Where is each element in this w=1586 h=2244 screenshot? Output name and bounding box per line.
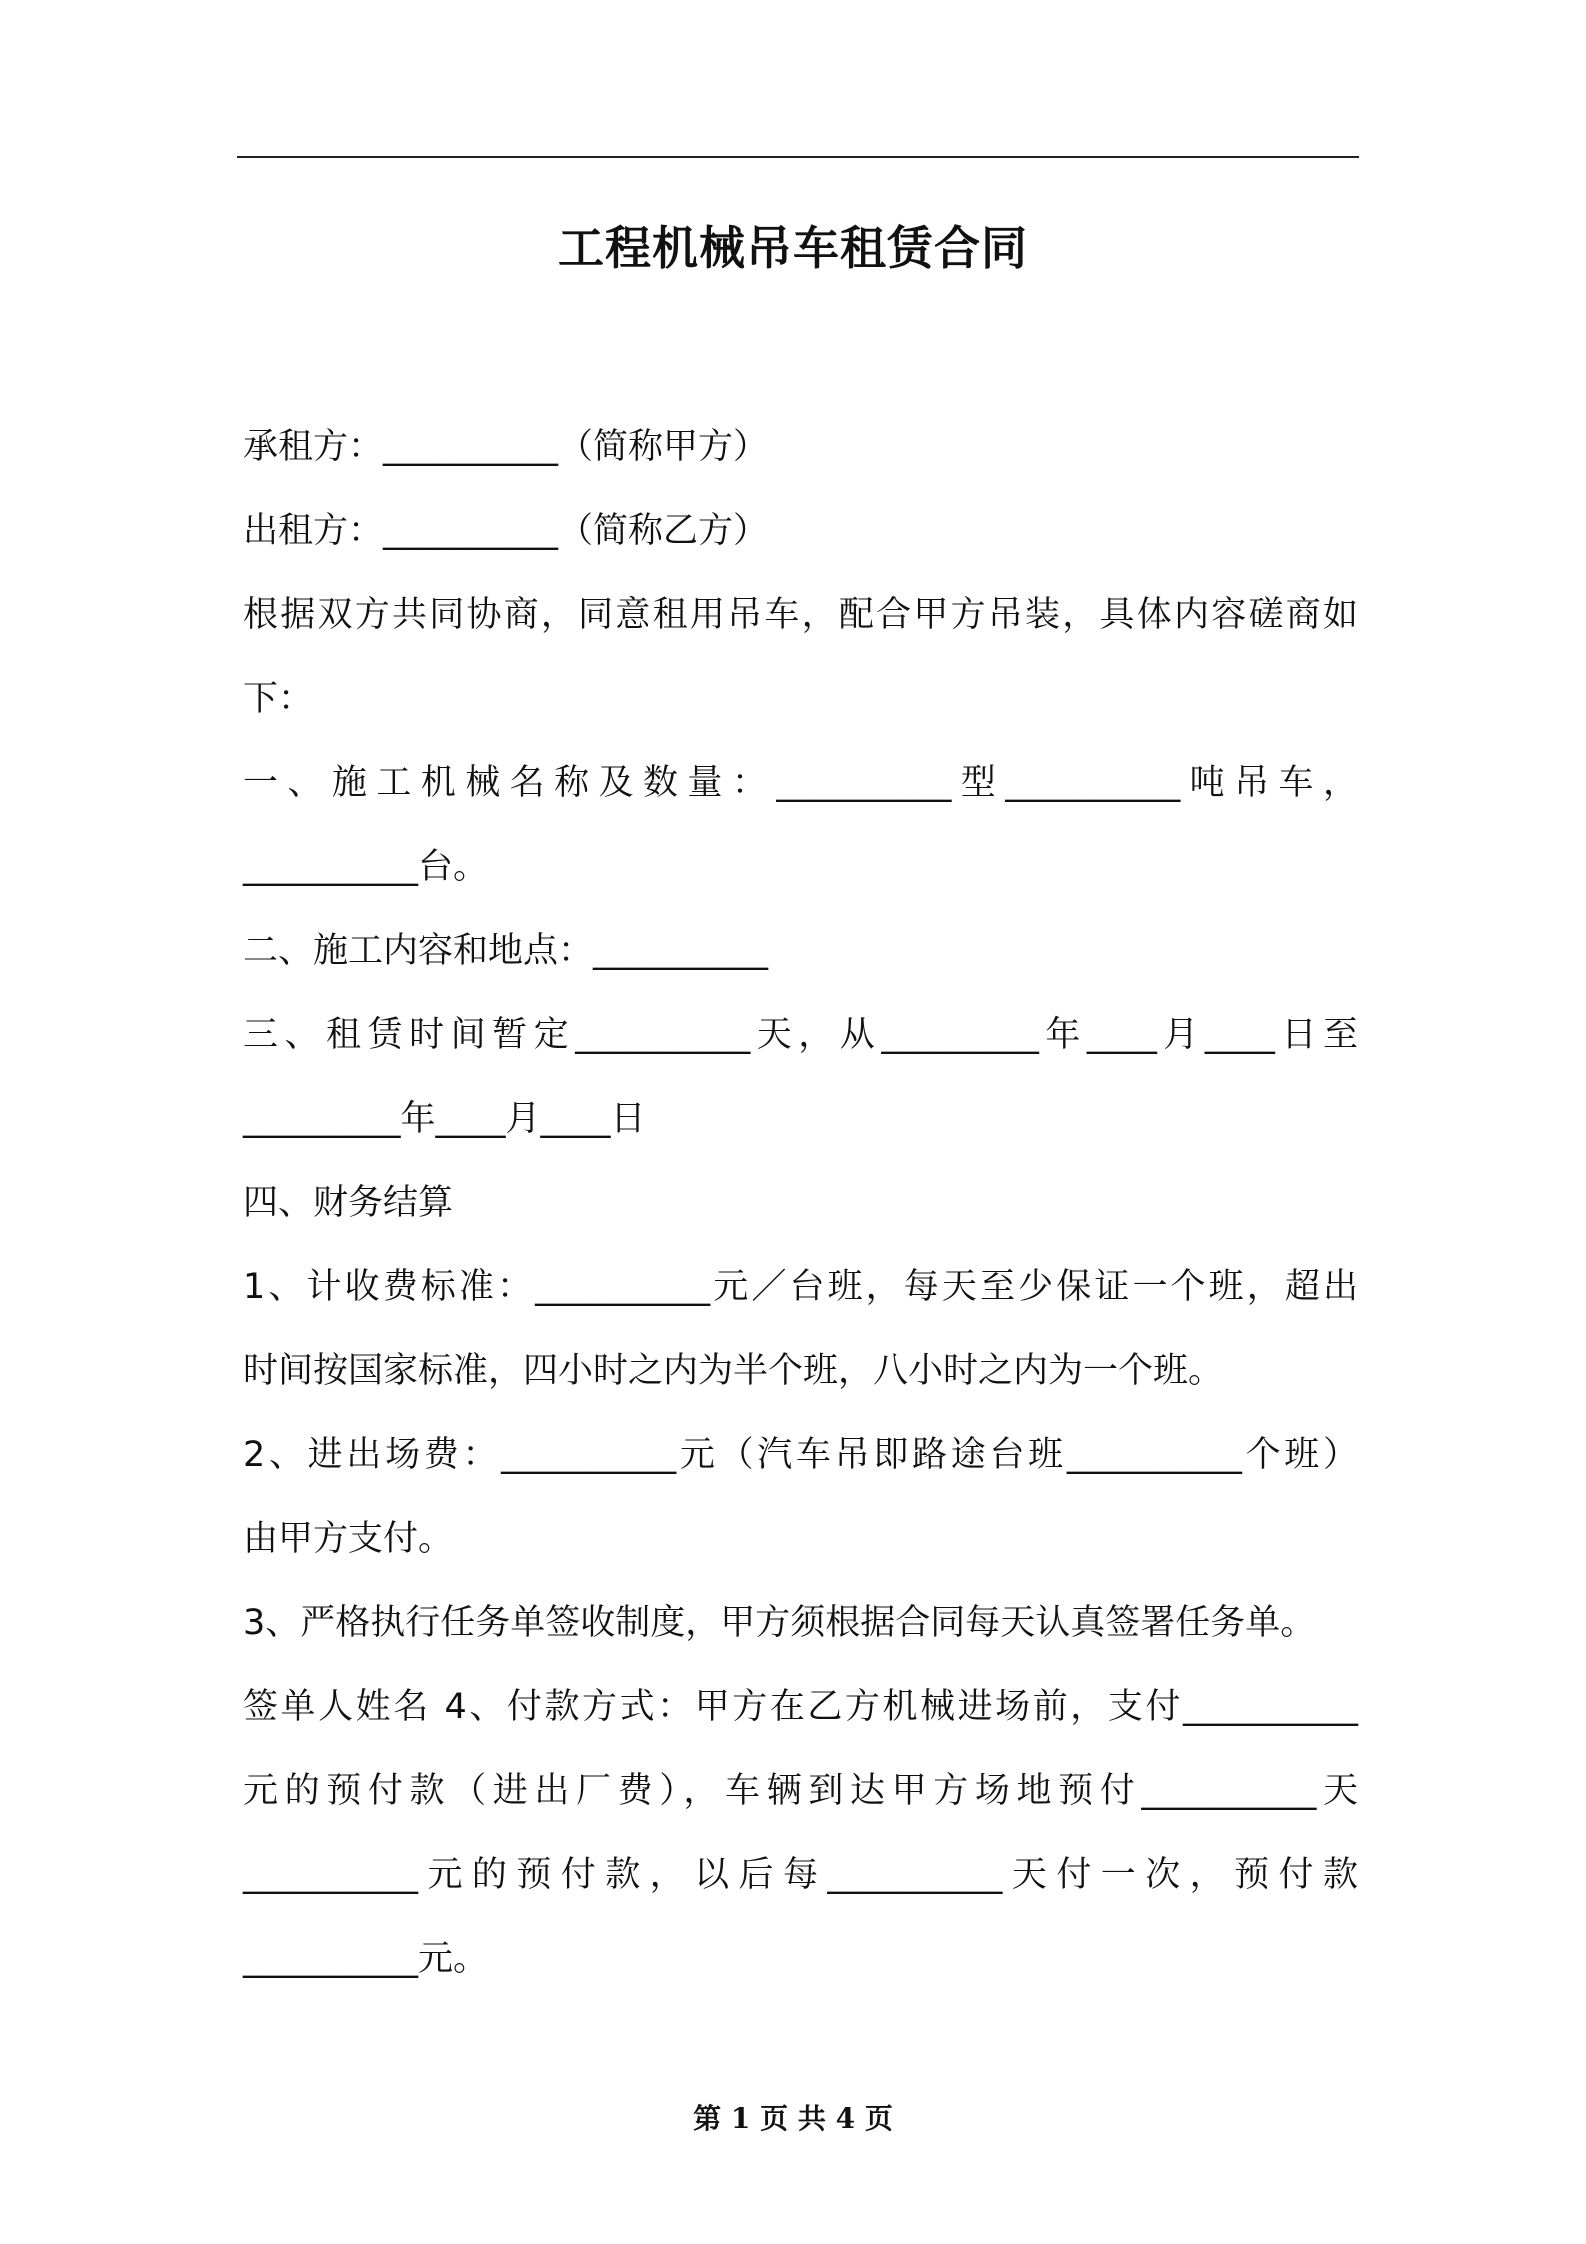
clause-4-item-4-line: __________元的预付款，以后每__________天付一次，预付款	[243, 1855, 1358, 1895]
header-rule	[237, 156, 1359, 158]
clause-3-line: _________年____月____日	[243, 1099, 646, 1139]
preamble-line: 根据双方共同协商，同意租用吊车，配合甲方吊装，具体内容磋商如	[243, 595, 1358, 635]
clause-4-item-4-line: 元的预付款（进出厂费），车辆到达甲方场地预付__________天	[243, 1771, 1358, 1811]
clause-4-item-3-line: 3、严格执行任务单签收制度，甲方须根据合同每天认真签署任务单。	[243, 1603, 1316, 1643]
clause-1-line: __________台。	[243, 847, 489, 887]
document-body	[243, 405, 1358, 2001]
clause-4-item-4-line: 签单人姓名 4、付款方式：甲方在乙方机械进场前，支付__________	[243, 1687, 1358, 1727]
clause-2-line: 二、施工内容和地点：__________	[243, 931, 769, 971]
lessee-line: 承租方：__________（简称甲方）	[243, 427, 769, 467]
clause-1-line: 一、施工机械名称及数量：__________型__________吨吊车，	[243, 763, 1358, 803]
page-number-footer: 第 1 页 共 4 页	[693, 2102, 893, 2135]
preamble-line: 下：	[243, 679, 314, 719]
lessor-line: 出租方：__________（简称乙方）	[243, 511, 769, 551]
clause-4-item-1-line: 时间按国家标准，四小时之内为半个班，八小时之内为一个班。	[243, 1351, 1224, 1391]
clause-3-line: 三、租赁时间暂定__________天，从_________年____月____日至	[243, 1015, 1358, 1055]
document-title: 工程机械吊车租赁合同	[558, 221, 1028, 275]
clause-4-item-1-line: 1、计收费标准：__________元／台班，每天至少保证一个班，超出	[243, 1267, 1358, 1307]
clause-4-heading: 四、财务结算	[243, 1183, 454, 1223]
clause-4-item-2-line: 由甲方支付。	[243, 1519, 454, 1559]
clause-4-item-4-line: __________元。	[243, 1939, 489, 1979]
clause-4-item-2-line: 2、进出场费：__________元（汽车吊即路途台班__________个班）	[243, 1435, 1358, 1475]
